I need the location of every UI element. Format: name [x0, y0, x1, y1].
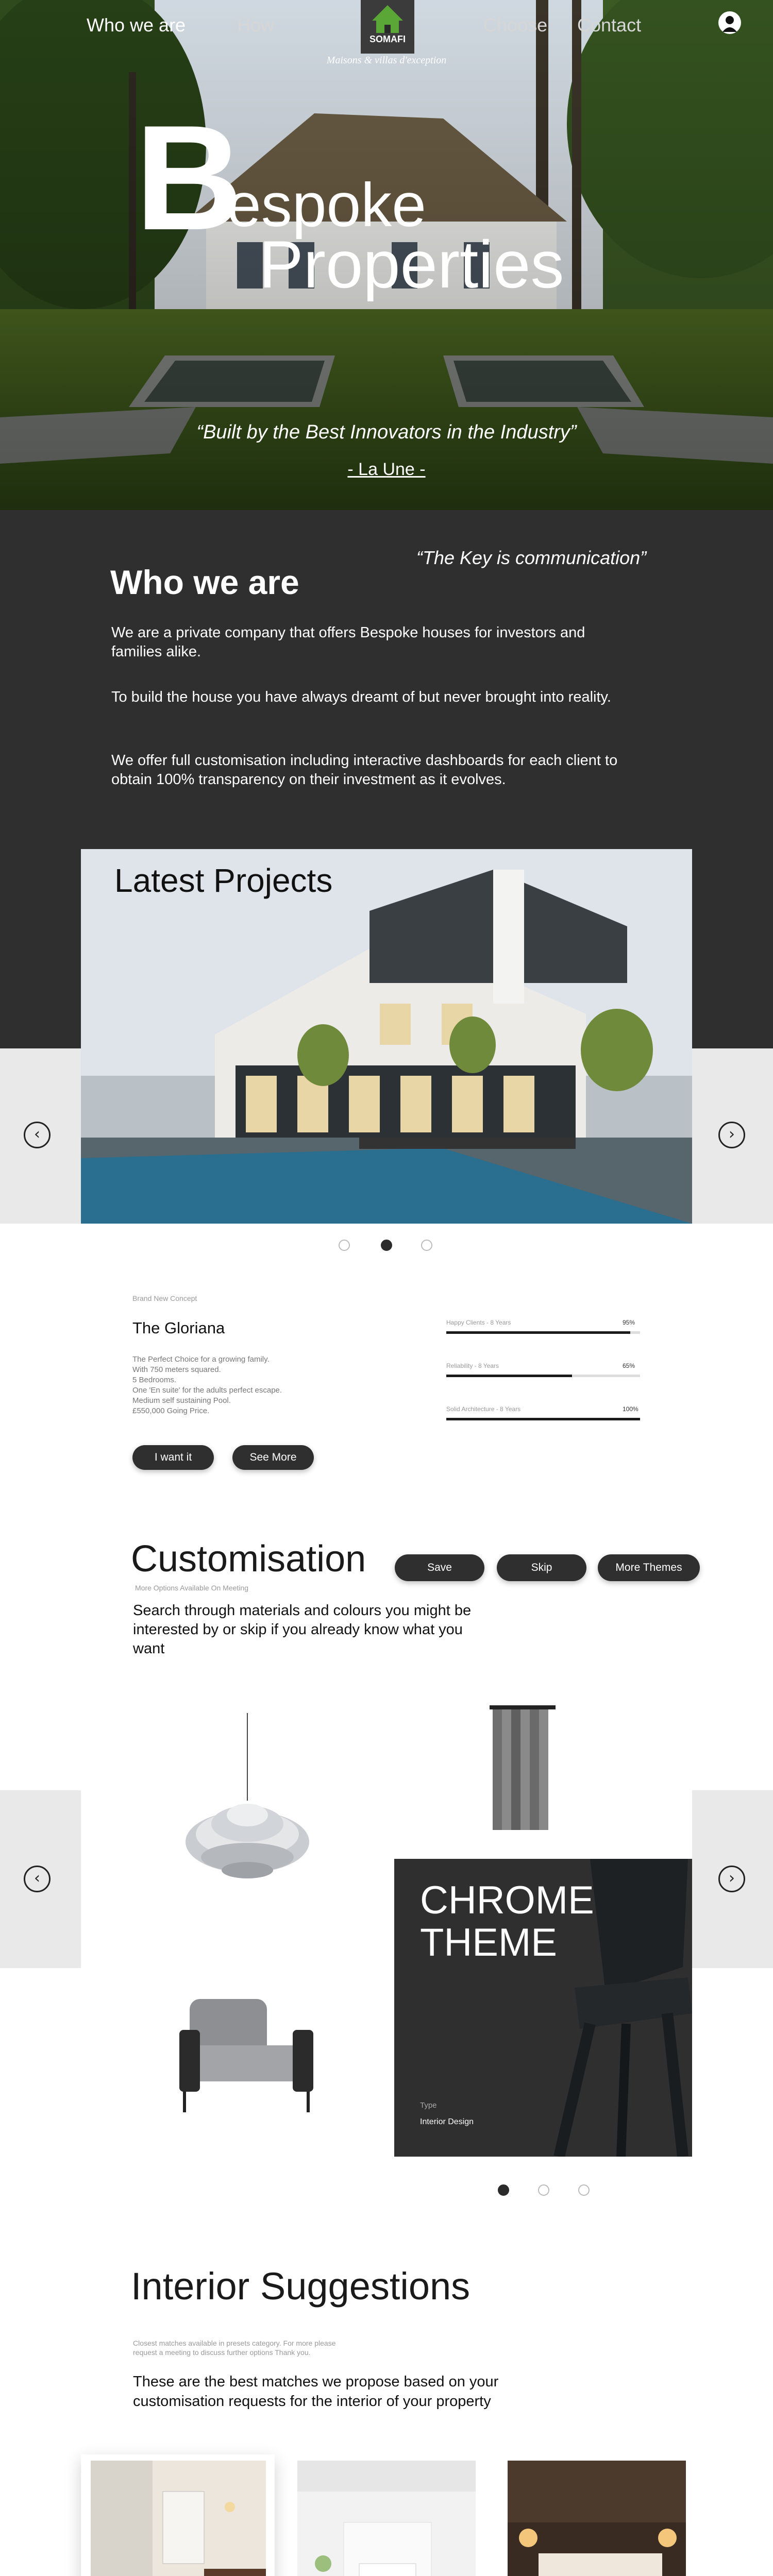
custom-carousel-dot-2[interactable]	[538, 2184, 549, 2196]
logo[interactable]	[361, 0, 414, 54]
hero-title-line1: espoke	[227, 171, 426, 240]
see-more-button[interactable]: See More	[232, 1445, 314, 1470]
project-desc-4: One 'En suite' for the adults perfect escape.	[132, 1386, 282, 1395]
open-space-image	[297, 2461, 476, 2576]
theme-type-label: Type	[420, 2101, 437, 2110]
project-desc-3: 5 Bedrooms.	[132, 1376, 177, 1384]
projects-next-arrow[interactable]: ›	[718, 1122, 745, 1148]
interior-card-2[interactable]	[297, 2454, 476, 2576]
hero-title-initial: B	[135, 94, 243, 261]
custom-carousel-dot-3[interactable]	[578, 2184, 590, 2196]
stat-bar-fill-3	[446, 1418, 640, 1420]
projects-title: Latest Projects	[114, 862, 333, 899]
stat-bar-fill-2	[446, 1375, 572, 1377]
theme-title-line2: THEME	[420, 1921, 557, 1964]
skip-button[interactable]: Skip	[497, 1554, 586, 1581]
stat-bar-3	[446, 1418, 640, 1420]
interior-card-1[interactable]	[81, 2454, 275, 2576]
hero-title-line2: Properties	[259, 227, 564, 302]
top-nav	[0, 0, 773, 66]
nav-link-how[interactable]: How	[237, 14, 275, 36]
about-paragraph-2: To build the house you have always dreamt of but never brought into reality.	[111, 689, 611, 705]
custom-carousel-dot-1[interactable]	[498, 2184, 509, 2196]
custom-description: Search through materials and colours you might be interested by or skip if you already know what you want	[133, 1602, 472, 1657]
stat-pct-2: 65%	[623, 1362, 635, 1369]
logo-tagline: Maisons & villas d'exception	[326, 55, 447, 66]
about-paragraph-3: We offer full customisation including interactive dashboards for each client to obtain 100% transparency on their investment as it evolves.	[111, 752, 618, 788]
project-desc-2: With 750 meters squared.	[132, 1365, 221, 1374]
save-button[interactable]: Save	[395, 1554, 484, 1581]
project-desc-5: Medium self sustaining Pool.	[132, 1396, 231, 1405]
custom-title: Customisation	[131, 1538, 366, 1580]
projects-carousel-dot-1[interactable]	[339, 1240, 350, 1251]
stat-bar-2	[446, 1375, 640, 1377]
bedroom-image	[508, 2461, 686, 2576]
nav-link-choose[interactable]: Choose	[483, 14, 548, 36]
custom-prev-arrow[interactable]: ‹	[24, 1866, 51, 1892]
theme-title-line1: CHROME	[420, 1878, 594, 1922]
theme-type-value: Interior Design	[420, 2117, 474, 2126]
want-it-button[interactable]: I want it	[132, 1445, 214, 1470]
pendant-lamp-image[interactable]	[175, 1713, 320, 1929]
custom-next-arrow[interactable]: ›	[718, 1866, 745, 1892]
nav-link-contact[interactable]: Contact	[577, 14, 642, 36]
project-name: The Gloriana	[132, 1319, 225, 1337]
interior-small-1: Closest matches available in presets category. For more please	[133, 2339, 336, 2347]
user-account-icon[interactable]	[718, 11, 741, 34]
theme-card[interactable]	[394, 1859, 692, 2157]
bathroom-image	[91, 2461, 266, 2576]
stat-pct-1: 95%	[623, 1319, 635, 1326]
stat-bar-1	[446, 1331, 640, 1334]
more-themes-button[interactable]: More Themes	[598, 1554, 700, 1581]
hero-quote: “Built by the Best Innovators in the Industry”	[196, 421, 577, 443]
about-title: Who we are	[110, 563, 299, 601]
project-desc-6: £550,000 Going Price.	[132, 1406, 210, 1415]
projects-carousel-dot-2[interactable]	[381, 1240, 392, 1251]
interior-card-3[interactable]	[508, 2454, 686, 2576]
interior-description: These are the best matches we propose based on your customisation requests for the interior of your property	[133, 2374, 499, 2410]
stat-label-2: Reliability - 8 Years	[446, 1362, 499, 1369]
stat-label-1: Happy Clients - 8 Years	[446, 1319, 511, 1326]
nav-link-who-we-are[interactable]: Who we are	[87, 14, 186, 36]
projects-prev-arrow[interactable]: ‹	[24, 1122, 51, 1148]
logo-house-icon	[361, 0, 414, 36]
stat-label-3: Solid Architecture - 8 Years	[446, 1405, 521, 1413]
interior-small-2: request a meeting to discuss further options Thank you.	[133, 2348, 311, 2357]
projects-carousel-dot-3[interactable]	[421, 1240, 432, 1251]
project-image	[81, 849, 692, 1224]
armchair-image[interactable]	[169, 1984, 329, 2123]
stat-pct-3: 100%	[623, 1405, 638, 1413]
project-desc-1: The Perfect Choice for a growing family.	[132, 1355, 270, 1364]
project-concept-label: Brand New Concept	[132, 1294, 197, 1302]
logo-text: SOMAFI	[369, 34, 406, 44]
stat-bar-fill-1	[446, 1331, 630, 1334]
about-key-quote: “The Key is communication”	[416, 547, 647, 568]
about-paragraph-1: We are a private company that offers Bespoke houses for investors and families alike.	[111, 624, 585, 660]
curtain-image[interactable]	[490, 1705, 556, 1830]
interior-title: Interior Suggestions	[131, 2265, 470, 2308]
hero-la-une-link[interactable]: - La Une -	[347, 460, 426, 479]
custom-subtitle: More Options Available On Meeting	[135, 1584, 248, 1592]
